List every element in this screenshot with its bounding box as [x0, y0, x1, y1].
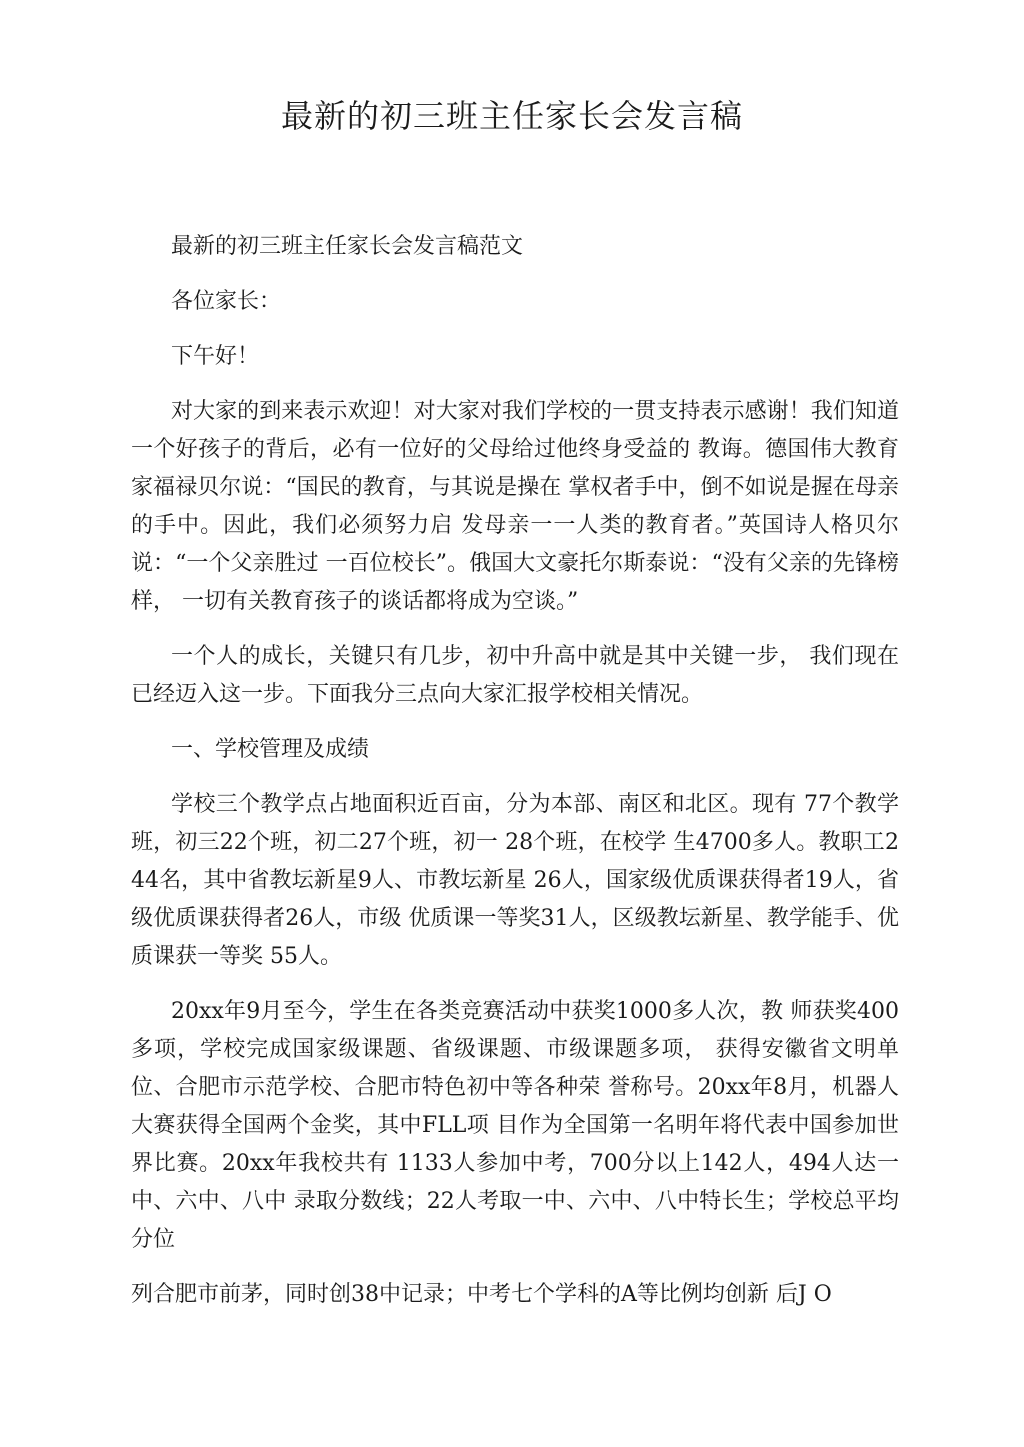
- subtitle-paragraph: 最新的初三班主任家长会发言稿范文: [171, 234, 524, 259]
- salutation-paragraph: 各位家长：: [171, 289, 282, 314]
- school-overview-paragraph: 学校三个教学点占地面积近百亩，分为本部、南区和北区。现有 77个教学班，初三22个班，初二27个班，初一 28个班，在校学 生4700多人。教职工244名，其中省教坛新星9人、市教坛新星 26人，国家级优质课获得者19人，省级优质课获得者26人，市级 优质课一等奖31人，区级教坛新星、教学能手、优质课获一等奖 55人。: [131, 792, 899, 969]
- document-body: [131, 228, 899, 1331]
- welcome-paragraph: 对大家的到来表示欢迎！对大家对我们学校的一贯支持表示感谢！我们知道一个好孩子的背后，必有一位好的父母给过他终身受益的 教诲。德国伟大教育家福禄贝尔说：“国民的教育，与其说是操在 掌权者手中，倒不如说是握在母亲的手中。因此，我们必须努力启 发母亲一一人类的教育者。”英国诗人格贝尔说：“一个父亲胜过 一百位校长”。俄国大文豪托尔斯泰说：“没有父亲的先锋榜样， 一切有关教育孩子的谈话都将成为空谈。”: [131, 399, 899, 614]
- section-heading: 一、学校管理及成绩: [171, 737, 370, 762]
- greeting-paragraph: 下午好！: [171, 344, 260, 369]
- continuation-paragraph: 列合肥市前茅，同时创38中记录；中考七个学科的A等比例均创新 后J O: [131, 1282, 832, 1307]
- growth-paragraph: 一个人的成长，关键只有几步，初中升高中就是其中关键一步， 我们现在已经迈入这一步。下面我分三点向大家汇报学校相关情况。: [131, 644, 899, 707]
- achievements-paragraph: 20xx年9月至今，学生在各类竞赛活动中获奖1000多人次，教 师获奖400多项，学校完成国家级课题、省级课题、市级课题多项， 获得安徽省文明单位、合肥市示范学校、合肥市特色初中等各种荣 誉称号。20xx年8月，机器人大赛获得全国两个金奖，其中FLL项 目作为全国第一名明年将代表中国参加世界比赛。20xx年我校共有 1133人参加中考，700分以上142人，494人达一中、六中、八中 录取分数线；22人考取一中、六中、八中特长生；学校总平均分位: [131, 999, 899, 1252]
- document-title: 最新的初三班主任家长会发言稿: [280, 97, 743, 135]
